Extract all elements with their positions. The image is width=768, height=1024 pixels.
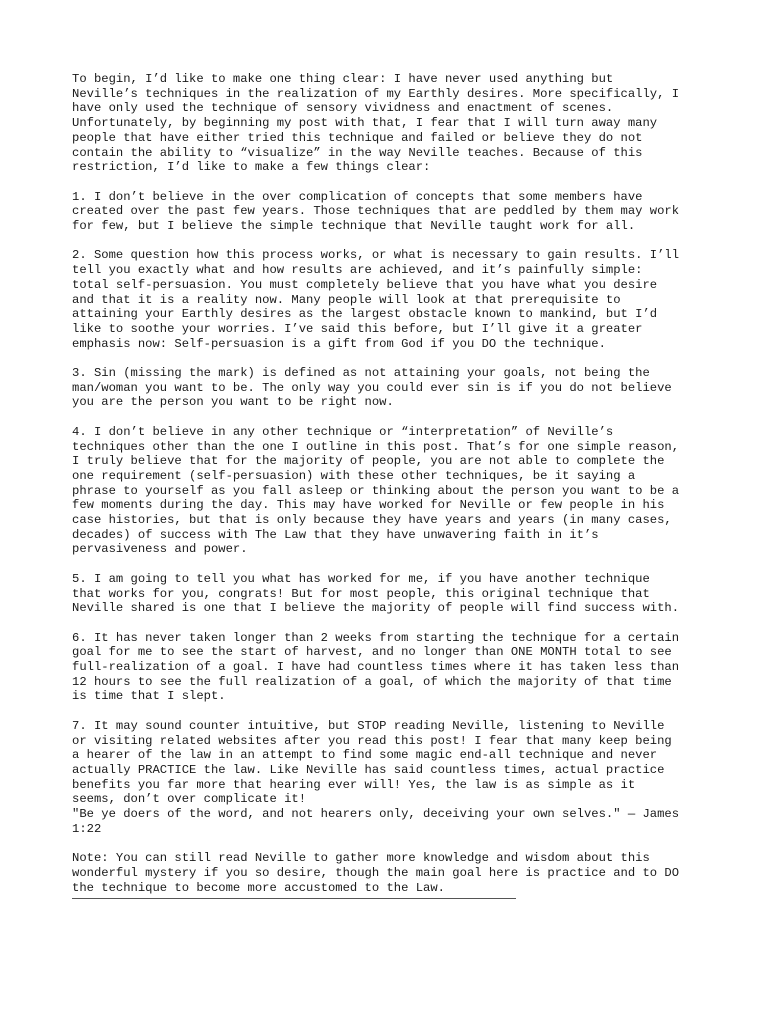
document-page <box>72 72 702 899</box>
point-2-paragraph: 2. Some question how this process works, or what is necessary to gain results. I’ll tell you exactly what and how results are achieved, and it’s painfully simple: total self-persuasion. You must completely believe that you have what you desire and that it is a reality now. Many people will look at that prerequisite to attaining your Earthly desires as the largest obstacle known to mankind, but I’d like to soothe your worries. I’ve said this before, but I’ll give it a greater emphasis now: Self-persuasion is a gift from God if you DO the technique. <box>72 248 680 351</box>
note-paragraph: Note: You can still read Neville to gather more knowledge and wisdom about this wonderful mystery if you so desire, though the main goal here is practice and to DO the technique to become more accustomed to the Law. <box>72 851 680 895</box>
point-3-paragraph: 3. Sin (missing the mark) is defined as not attaining your goals, not being the man/woman you want to be. The only way you could ever sin is if you do not believe you are the person you want to be right now. <box>72 366 672 410</box>
point-1-paragraph: 1. I don’t believe in the over complication of concepts that some members have created over the past few years. Those techniques that are peddled by them may work for few, but I believe the simple technique that Neville taught work for all. <box>72 189 680 234</box>
intro-paragraph: To begin, I’d like to make one thing clear: I have never used anything but Neville’s techniques in the realization of my Earthly desires. More specifically, I have only used the technique of sensory vividness and enactment of scenes. Unfortunately, by beginning my post with that, I fear that I will turn away many people that have either tried this technique and failed or believe they do not contain the ability to “visualize” in the way Neville teaches. Because of this restriction, I’d like to make a few things clear: <box>72 72 680 175</box>
point-7-paragraph: 7. It may sound counter intuitive, but STOP reading Neville, listening to Neville or visiting related websites after you read this post! I fear that many keep being a hearer of the law in an attempt to find some magic end-all technique and never actually PRACTICE the law. Like Neville has said countless times, actual practice benefits you far more that hearing ever will! Yes, the law is as simple as it seems, don’t over complicate it! "Be ye doers of the word, and not hearers only, deceiving your own selves." — James 1:22 <box>72 718 680 836</box>
horizontal-rule <box>72 898 516 899</box>
point-5-paragraph: 5. I am going to tell you what has worked for me, if you have another technique that works for you, congrats! But for most people, this original technique that Neville shared is one that I believe the majority of people will find success with. <box>72 571 680 616</box>
point-6-paragraph: 6. It has never taken longer than 2 weeks from starting the technique for a certain goal for me to see the start of harvest, and no longer than ONE MONTH total to see full-realization of a goal. I have had countless times where it has taken less than 12 hours to see the full realization of a goal, of which the majority of that time is time that I slept. <box>72 630 680 704</box>
point-4-paragraph: 4. I don’t believe in any other technique or “interpretation” of Neville’s techniques other than the one I outline in this post. That’s for one simple reason, I truly believe that for the majority of people, you are not able to complete the one requirement (self-persuasion) with these other techniques, be it saying a phrase to yourself as you fall asleep or thinking about the person you want to be a few moments during the day. This may have worked for Neville or few people in his case histories, but that is only because they have years and years (in many cases, decades) of success with The Law that they have unwavering faith in it’s pervasiveness and power. <box>72 424 680 557</box>
